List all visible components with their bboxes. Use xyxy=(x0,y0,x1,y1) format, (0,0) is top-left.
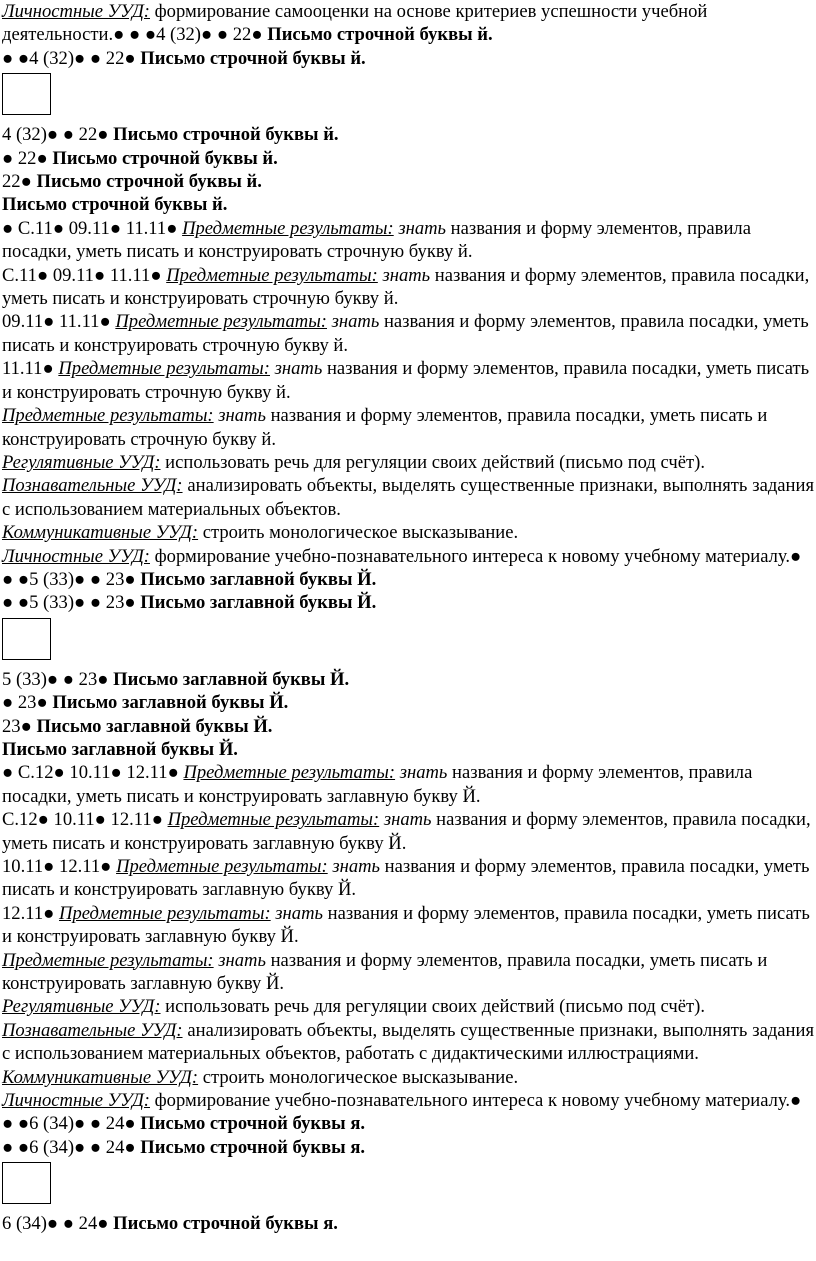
paragraph-subject-results xyxy=(2,404,814,451)
dates: ● С.12● 10.11● 12.11● xyxy=(2,762,184,784)
italic-word: знать xyxy=(379,809,432,831)
paragraph-text: строить монологическое высказывание. xyxy=(198,522,519,544)
section-label: Личностные УУД: xyxy=(2,1090,150,1112)
lesson-line xyxy=(2,738,814,761)
lesson-title: Письмо строчной буквы й. xyxy=(113,124,339,146)
paragraph-cognitive xyxy=(2,1019,814,1066)
lesson-title: Письмо строчной буквы я. xyxy=(113,1213,338,1235)
paragraph-text: строить монологическое высказывание. xyxy=(198,1066,519,1088)
section-label: Предметные результаты: xyxy=(166,264,378,286)
section-label: Предметные результаты: xyxy=(2,949,214,971)
italic-word: знать xyxy=(327,856,381,877)
italic-word: знать xyxy=(213,949,266,971)
paragraph-text: формирование учебно-познавательного интереса к новому учебному материалу.● ● ●5 (33)● ● 23● xyxy=(2,545,802,590)
paragraph-regulatory xyxy=(2,451,814,474)
paragraph-text: использовать речь для регуляции своих действий (письмо под счёт). xyxy=(160,451,705,473)
dates: 11.11● xyxy=(2,358,59,380)
paragraph-subject-results xyxy=(2,855,814,902)
paragraph-subject-results xyxy=(2,310,814,357)
italic-word: знать xyxy=(213,405,266,427)
lesson-title: Письмо заглавной буквы Й. xyxy=(2,738,238,760)
paragraph-text: названия и форму элементов, правила посадки, уметь писать и конструировать строчную букву й. xyxy=(2,358,810,403)
paragraph-text: названия и форму элементов, правила посадки, уметь писать и конструировать заглавную букву Й. xyxy=(2,949,768,995)
lesson-line xyxy=(2,591,814,614)
paragraph-text: названия и форму элементов, правила посадки, уметь писать и конструировать заглавную букву Й. xyxy=(2,902,810,948)
lesson-line xyxy=(2,170,814,193)
lesson-line xyxy=(2,47,814,70)
paragraph-subject-results xyxy=(2,949,814,996)
dates: ● С.11● 09.11● 11.11● xyxy=(2,217,183,239)
dates: С.12● 10.11● 12.11● xyxy=(2,809,168,831)
italic-word: знать xyxy=(377,264,431,286)
lesson-meta: 22● xyxy=(2,171,37,193)
paragraph-text: названия и форму элементов, правила посадки, уметь писать и конструировать заглавную букву Й. xyxy=(2,762,753,807)
section-label: Регулятивные УУД: xyxy=(2,996,161,1018)
italic-word: знать xyxy=(327,311,380,333)
empty-table-cell xyxy=(2,73,51,115)
lesson-title: Письмо строчной буквы й. xyxy=(36,171,262,193)
paragraph-subject-results xyxy=(2,808,814,855)
lesson-title: Письмо заглавной буквы Й. xyxy=(113,668,350,690)
section-label: Предметные результаты: xyxy=(59,902,271,924)
lesson-meta: ● 22● xyxy=(2,147,53,169)
paragraph-personal-uud xyxy=(2,545,814,592)
lesson-title: Письмо строчной буквы я. xyxy=(140,1136,366,1158)
paragraph-subject-results xyxy=(2,902,814,949)
paragraph-text: анализировать объекты, выделять существенные признаки, выполнять задания с использованием материальных объектов. xyxy=(2,475,814,520)
paragraph-text: формирование самооценки на основе критериев успешности учебной деятельности.● ● ●4 (32)● ● 22● xyxy=(2,1,708,46)
lesson-title: Письмо заглавной буквы Й. xyxy=(140,592,377,614)
section-label: Познавательные УУД: xyxy=(2,1019,183,1041)
section-label: Предметные результаты: xyxy=(116,856,328,877)
dates: 12.11● xyxy=(2,902,60,924)
paragraph-text: названия и форму элементов, правила посадки, уметь писать и конструировать строчную букву й. xyxy=(2,264,810,310)
lesson-line xyxy=(2,668,814,691)
empty-table-cell xyxy=(2,618,51,660)
lesson-meta: 4 (32)● ● 22● xyxy=(2,124,114,146)
lesson-meta: ● ●5 (33)● ● 23● xyxy=(2,592,141,614)
lesson-meta: 6 (34)● ● 24● xyxy=(2,1213,114,1235)
section-label: Предметные результаты: xyxy=(183,762,396,784)
lesson-meta: ● ●4 (32)● ● 22● xyxy=(2,47,141,69)
lesson-meta: ● ●6 (34)● ● 24● xyxy=(2,1136,141,1158)
paragraph-regulatory xyxy=(2,995,814,1018)
lesson-title: Письмо строчной буквы я. xyxy=(140,1113,366,1135)
lesson-line xyxy=(2,1136,814,1159)
paragraph-personal-uud xyxy=(2,1089,814,1136)
lesson-title: Письмо заглавной буквы Й. xyxy=(52,692,289,714)
lesson-line xyxy=(2,715,814,738)
section-label: Предметные результаты: xyxy=(115,311,327,333)
paragraph-text: формирование учебно-познавательного интереса к новому учебному материалу.● ● ●6 (34)● ● 24● xyxy=(2,1090,802,1135)
paragraph-subject-results xyxy=(2,217,814,264)
italic-word: знать xyxy=(393,217,447,239)
dates: 10.11● 12.11● xyxy=(2,856,117,877)
section-label: Личностные УУД: xyxy=(2,545,150,567)
empty-table-cell xyxy=(2,1162,51,1204)
paragraph-communicative xyxy=(2,1066,814,1089)
lesson-title: Письмо строчной буквы й. xyxy=(267,24,493,46)
paragraph-personal-uud xyxy=(2,0,814,47)
section-label: Личностные УУД: xyxy=(2,1,150,22)
section-label: Коммуникативные УУД: xyxy=(2,1066,199,1088)
paragraph-text: названия и форму элементов, правила посадки, уметь писать и конструировать заглавную букву Й. xyxy=(2,856,810,901)
paragraph-text: названия и форму элементов, правила посадки, уметь писать и конструировать строчную букву й. xyxy=(2,405,768,450)
section-label: Познавательные УУД: xyxy=(2,475,183,497)
paragraph-text: названия и форму элементов, правила посадки, уметь писать и конструировать строчную букву й. xyxy=(2,217,751,263)
italic-word: знать xyxy=(270,902,323,924)
lesson-meta: ● 23● xyxy=(2,692,53,714)
section-label: Коммуникативные УУД: xyxy=(2,522,199,544)
section-label: Предметные результаты: xyxy=(58,358,270,380)
section-label: Регулятивные УУД: xyxy=(2,451,161,473)
paragraph-cognitive xyxy=(2,474,814,521)
lesson-line xyxy=(2,193,814,216)
dates: 09.11● 11.11● xyxy=(2,311,116,333)
lesson-line xyxy=(2,123,814,146)
paragraph-text: использовать речь для регуляции своих действий (письмо под счёт). xyxy=(160,996,705,1018)
section-label: Предметные результаты: xyxy=(2,405,214,427)
lesson-title: Письмо строчной буквы й. xyxy=(140,47,366,69)
paragraph-subject-results xyxy=(2,761,814,808)
paragraph-text: названия и форму элементов, правила посадки, уметь писать и конструировать заглавную букву Й. xyxy=(2,809,811,854)
lesson-title: Письмо строчной буквы й. xyxy=(2,194,228,216)
section-label: Предметные результаты: xyxy=(182,217,394,239)
lesson-title: Письмо заглавной буквы Й. xyxy=(36,715,273,737)
italic-word: знать xyxy=(395,762,448,784)
lesson-meta: 23● xyxy=(2,715,37,737)
section-label: Предметные результаты: xyxy=(167,809,380,831)
paragraph-subject-results xyxy=(2,264,814,311)
lesson-line xyxy=(2,691,814,714)
lesson-line xyxy=(2,147,814,170)
dates: С.11● 09.11● 11.11● xyxy=(2,264,167,286)
lesson-meta: 5 (33)● ● 23● xyxy=(2,668,114,690)
lesson-title: Письмо заглавной буквы Й. xyxy=(140,568,377,590)
italic-word: знать xyxy=(269,358,323,380)
paragraph-communicative xyxy=(2,521,814,544)
paragraph-text: названия и форму элементов, правила посадки, уметь писать и конструировать строчную букву й. xyxy=(2,311,809,356)
lesson-title: Письмо строчной буквы й. xyxy=(52,147,278,169)
paragraph-text: анализировать объекты, выделять существенные признаки, выполнять задания с использованием материальных объектов, работать с дидактическими иллюстрациями. xyxy=(2,1019,814,1065)
paragraph-subject-results xyxy=(2,357,814,404)
lesson-line xyxy=(2,1212,814,1235)
